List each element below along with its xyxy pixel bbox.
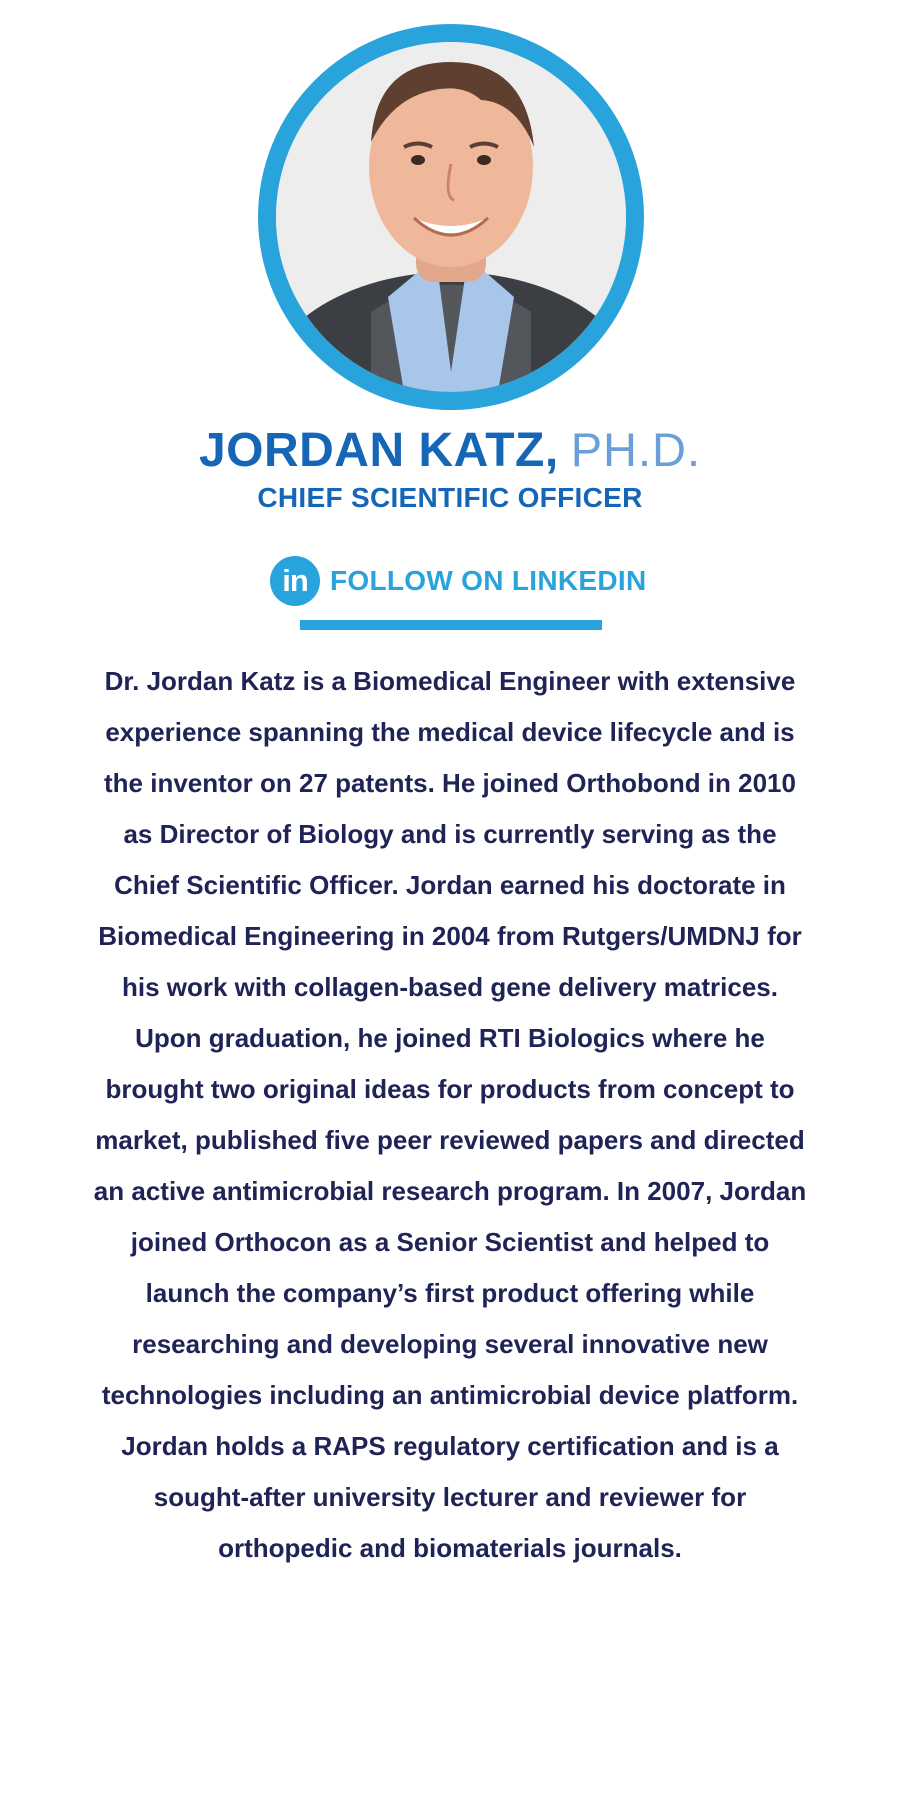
profile-photo: [276, 42, 626, 392]
linkedin-icon: in: [270, 556, 320, 606]
profile-bio: Dr. Jordan Katz is a Biomedical Engineer with extensive experience spanning the medical device lifecycle and is the inventor on 27 patents. He joined Orthobond in 2010 as Director of Biology and is currently serving as the Chief Scientific Officer. Jordan earned his doctorate in Biomedical Engineering in 2004 from Rutgers/UMDNJ for his work with collagen-based gene delivery matrices. Upon graduation, he joined RTI Biologics where he brought two original ideas for products from concept to market, published five peer reviewed papers and directed an active antimicrobial research program. In 2007, Jordan joined Orthocon as a Senior Scientist and helped to launch the company’s first product offering while researching and developing several innovative new technologies including an antimicrobial device platform. Jordan holds a RAPS regulatory certification and is a sought-after university lecturer and reviewer for orthopedic and biomaterials journals.: [93, 666, 807, 1563]
profile-avatar-frame: [258, 24, 644, 410]
profile-name: JORDAN KATZ,: [198, 424, 559, 477]
profile-title: CHIEF SCIENTIFIC OFFICER: [257, 482, 643, 513]
profile-degree: PH.D.: [570, 423, 702, 476]
section-divider: [300, 620, 602, 630]
follow-linkedin-link[interactable]: [270, 556, 646, 606]
follow-linkedin-label: FOLLOW ON LINKEDIN: [330, 565, 647, 596]
